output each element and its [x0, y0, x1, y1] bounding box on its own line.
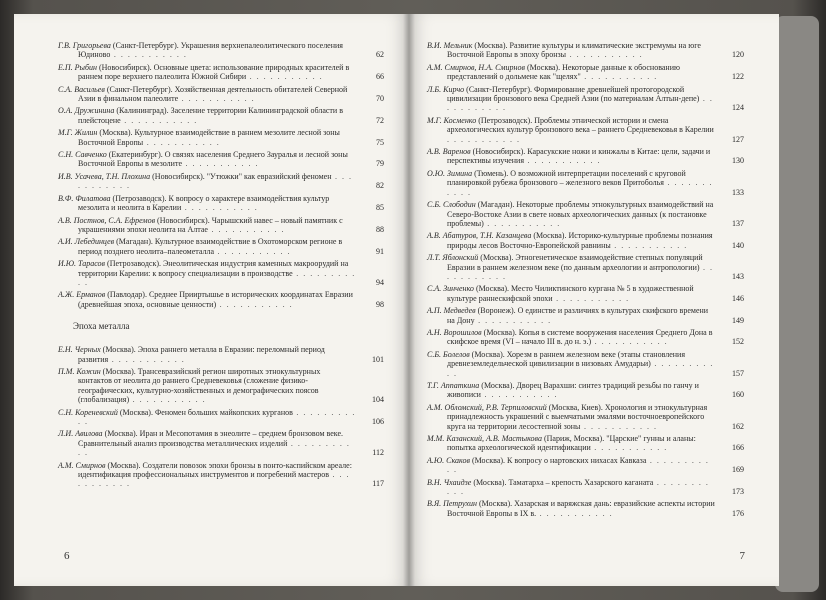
dot-leader: . . . . . . . . . . .	[216, 299, 294, 309]
dot-leader: . . . . . . . . . . .	[552, 293, 630, 303]
toc-entry	[58, 41, 384, 60]
toc-entry	[427, 200, 744, 228]
toc-entry	[58, 216, 384, 235]
entry-author: С.А. Зинченко	[427, 284, 474, 294]
section-heading: Эпоха металла	[73, 321, 130, 332]
dot-leader: . . . . . . . . . . .	[480, 390, 558, 400]
entry-title: (Москва). Иран и Месопотамия в энеолите – среднем бронзовом веке. Сравнительный анализ производства металлических изделий	[78, 429, 344, 448]
dot-leader: . . . . . . . . . . .	[178, 94, 256, 104]
dot-leader: . . . . . . . . . . .	[447, 178, 713, 197]
toc-entry	[58, 429, 384, 457]
entry-author: М.Г. Косменко	[427, 115, 477, 125]
entry-title: (Новосибирск). Основные цвета: использование природных красителей в раннем поре верхнего палеолита Южной Сибири	[78, 62, 350, 82]
dot-leader: . . . . . . . . . . .	[108, 354, 186, 364]
entry-title: (Магадан). Некоторые проблемы этнокультурных взаимодействий на Северо-Востоке Азии в свете новых археологических данных (к постановке проблемы)	[447, 200, 714, 228]
entry-page-number: 104	[372, 395, 384, 405]
entry-title: (Санкт-Петербург). Хозяйственная деятельность обитателей Северной Азии в финальном палеолите	[78, 84, 348, 104]
toc-entry	[427, 231, 744, 250]
entry-title: (Воронеж). О единстве и различиях в культурах скифского времени на Дону	[447, 306, 709, 325]
entry-page-number: 152	[732, 337, 744, 347]
entry-title: (Москва). Создатели повозок эпохи бронзы в понто-каспийском ареале: идентификация профессиональных инструментов и погребений мастеров	[78, 460, 352, 480]
toc-entry	[427, 499, 744, 518]
entry-page-number: 82	[376, 181, 384, 191]
entry-author: А.П. Медведев	[427, 306, 476, 316]
dot-leader: . . . . . . . . . . .	[447, 359, 714, 378]
entry-author: И.Ю. Тарасов	[58, 259, 106, 269]
entry-page-number: 106	[372, 417, 384, 426]
entry-page-number: 137	[732, 218, 744, 228]
entry-page-number: 62	[376, 50, 384, 60]
right-entries	[427, 41, 744, 518]
toc-entry	[58, 194, 384, 213]
toc-entry	[427, 41, 744, 60]
entry-page-number: 79	[376, 159, 384, 169]
entry-title: (Москва). Хорезм в раннем железном веке (этапы становления древнеземледельческой цивилизации в низовьях Амударьи)	[447, 349, 686, 369]
entry-author: С.Б. Слободин	[427, 200, 476, 210]
toc-entry	[427, 253, 744, 281]
entry-title: (Москва). Место Чиликтинского кургана № 5 в художественной культуре раннескифской эпохи	[447, 284, 694, 303]
dot-leader: . . . . . . . . . . .	[143, 137, 221, 147]
entry-title: (Москва). Историко-культурные проблемы познания природы лесов Восточно-Европейской равнины	[447, 231, 713, 250]
entry-author: Т.Г. Аппаткина	[427, 381, 480, 390]
toc-entry	[427, 147, 744, 166]
toc-entry	[427, 284, 744, 303]
entry-author: А.Ю. Скаков	[427, 455, 470, 465]
entry-title: (Екатеринбург). О связях населения Среднего Зауралья и лесной зоны Восточной Европы в мезолите	[78, 150, 348, 169]
entry-title: (Петрозаводск). Энеолитическая индустрия каменных макроорудий на территории Карелии: к вопросу специализации в производстве	[78, 259, 349, 278]
entry-author: М.Г. Жилин	[58, 128, 98, 138]
entry-author: А.М. Смирнов	[58, 460, 106, 470]
entry-author: М.М. Казанский, А.В. Мастыкова	[427, 434, 542, 444]
toc-entry	[58, 106, 384, 125]
entry-title: (Павлодар). Среднее Прииртышье в исторических координатах Евразии (древнейшая эпоха, основные ценности)	[78, 290, 353, 309]
toc-entry	[427, 328, 744, 347]
dot-leader: . . . . . . . . . . .	[447, 455, 710, 475]
entry-page-number: 166	[732, 443, 744, 453]
entry-author: О.Ю. Зимина	[427, 168, 473, 178]
toc-entry	[427, 169, 744, 197]
entry-title: (Санкт-Петербург). Формирование древнейшей протогородской цивилизации бронзового века Средней Азии (по материалам Алтын-депе)	[447, 84, 700, 104]
toc-entry	[58, 290, 384, 309]
entry-author: В.Ф. Филатова	[58, 193, 111, 203]
entry-author: В.Я. Петрухин	[427, 499, 478, 509]
left-page	[14, 14, 409, 586]
entry-author: Л.Т. Яблонский	[427, 253, 479, 263]
dot-leader: . . . . . . . . . . .	[483, 218, 561, 228]
dot-leader: . . . . . . . . . . .	[129, 395, 207, 405]
entry-author: А.В. Постнов, С.А. Ефремов	[58, 215, 156, 225]
entry-page-number: 173	[732, 487, 744, 497]
entry-title: (Москва). Развитие культуры и климатические экстремумы на юге Восточной Европы в эпоху бронзы	[447, 41, 701, 60]
entry-author: А.В. Варенов	[427, 147, 471, 157]
dot-leader: . . . . . . . . . . .	[610, 240, 688, 250]
dot-leader: . . . . . . . . . . .	[110, 50, 188, 60]
entry-title: (Москва). Трансевразийский регион широтных этнокультурных контактов от неолита до раннего Средневековья (сложение физико-географических, культурно-хозяйственных и демографических поясов (глобализация)	[78, 366, 321, 405]
entry-title: (Москва). Таматарха – крепость Хазарского каганата	[473, 477, 654, 487]
toc-entry	[58, 128, 384, 147]
entry-page-number: 88	[376, 224, 384, 234]
left-entries	[58, 41, 384, 309]
entry-title: (Париж, Москва). "Царские" гунны и аланы: попытка археологической идентификации	[447, 434, 696, 453]
entry-page-number: 176	[732, 508, 744, 518]
left-entries-after	[58, 345, 384, 489]
entry-page-number: 133	[732, 187, 744, 197]
entry-author: Л.И. Авилова	[58, 429, 103, 439]
entry-title: (Новосибирск). Чарышский навес – новый памятник с украшениями эпохи неолита на Алтае	[78, 215, 343, 234]
entry-author: Е.Н. Черных	[58, 345, 101, 355]
entry-author: А.И. Лебединцев	[58, 237, 115, 247]
entry-author: С.Б. Болелов	[427, 349, 470, 359]
entry-title: (Москва). Культурное взаимодействие в раннем мезолите лесной зоны Восточной Европы	[78, 128, 340, 147]
toc-entry	[427, 116, 744, 144]
entry-page-number: 101	[372, 354, 384, 364]
entry-author: И.В. Усачева, Т.Н. Плохина	[58, 171, 151, 181]
entry-author: А.Н. Ворошилов	[427, 327, 482, 337]
entry-title: (Москва). Хазарская и варяжская дань: евразийские аспекты истории Восточной Европы в IX в.	[447, 499, 715, 518]
entry-page-number: 124	[732, 103, 744, 113]
entry-title: (Москва). Дворец Варахши: синтез традиций резьбы по ганчу и живописи	[447, 381, 699, 400]
dot-leader: . . . . . . . . . . .	[120, 115, 198, 125]
entry-author: П.М. Кожин	[58, 366, 101, 376]
entry-title: (Новосибирск). Карасукские ножи и кинжалы в Китае: цели, задачи и перспективы изучения	[447, 147, 711, 166]
entry-page-number: 75	[376, 137, 384, 147]
toc-entry	[58, 461, 384, 489]
entry-title: (Магадан). Культурное взаимодействие в Охотоморском регионе в период позднего неолита–палеометалла	[78, 237, 343, 256]
dot-leader: . . . . . . . . . . .	[78, 407, 356, 426]
entry-title: (Москва). Некоторые данные к обоснованию представлений о дольмене как "щелях"	[447, 62, 680, 82]
dot-leader: . . . . . . . . . . .	[566, 50, 644, 60]
dot-leader: . . . . . . . . . . .	[447, 94, 714, 113]
entry-page-number: 112	[372, 448, 384, 458]
entry-title: (Москва). К вопросу о нартовских нихасах Кавказа	[471, 455, 647, 465]
entry-author: Л.Б. Кирчо	[427, 84, 465, 94]
toc-entry	[427, 403, 744, 431]
dot-leader: . . . . . . . . . . .	[181, 203, 259, 213]
entry-author: С.Н. Савченко	[58, 150, 107, 160]
toc-entry	[427, 434, 744, 453]
left-toc	[58, 41, 384, 492]
dot-leader: . . . . . . . . . . .	[78, 268, 356, 287]
toc-entry	[58, 172, 384, 191]
entry-page-number: 91	[376, 246, 384, 256]
entry-title: (Москва). Феномен больших майкопских курганов	[119, 407, 293, 417]
entry-page-number: 130	[732, 156, 744, 166]
entry-author: Е.П. Рыбин	[58, 62, 97, 72]
entry-page-number: 98	[376, 299, 384, 309]
entry-author: Г.В. Григорьева	[58, 41, 111, 50]
dot-leader: . . . . . . . . . . .	[447, 262, 714, 281]
entry-page-number: 70	[376, 94, 384, 104]
dot-leader: . . . . . . . . . . .	[591, 337, 669, 347]
entry-author: С.А. Васильев	[58, 84, 105, 94]
dot-leader: . . . . . . . . . . .	[78, 171, 353, 191]
right-toc	[427, 41, 744, 521]
entry-page-number: 66	[376, 72, 384, 82]
toc-entry	[427, 456, 744, 475]
dot-leader: . . . . . . . . . . .	[524, 156, 602, 166]
toc-entry	[427, 478, 744, 497]
toc-entry	[58, 85, 384, 104]
toc-entry	[427, 381, 744, 400]
toc-entry	[58, 150, 384, 169]
entry-page-number: 169	[732, 465, 744, 475]
toc-entry	[427, 85, 744, 113]
dot-leader: . . . . . . . . . . .	[182, 159, 259, 169]
entry-title: (Тюмень). О возможной интерпретации поселений с круговой планировкой рубежа бронзового – железного веков Притоболья	[447, 168, 686, 188]
entry-page-number: 162	[732, 421, 744, 431]
entry-title: (Петрозаводск). К вопросу о характере взаимодействия культур мезолита и неолита в Карелии	[78, 193, 330, 213]
entry-page-number: 122	[732, 72, 744, 82]
toc-entry	[427, 63, 744, 82]
entry-page-number: 140	[732, 240, 744, 250]
entry-author: В.И. Мельник	[427, 41, 473, 50]
entry-page-number: 160	[732, 390, 744, 400]
entry-page-number: 146	[732, 293, 744, 303]
entry-title: (Новосибирск). "Утюжки" как евразийский феномен	[152, 171, 332, 181]
dot-leader: . . . . . . . . . . .	[214, 246, 292, 256]
toc-entry	[58, 367, 384, 405]
entry-author: О.А. Дружинина	[58, 106, 115, 116]
entry-title: (Калининград). Заселение территории Калининградской области в плейстоцене	[78, 106, 343, 125]
entry-title: (Санкт-Петербург). Украшения верхнепалеолитического поселения Юдиново	[78, 41, 343, 60]
entry-page-number: 127	[732, 134, 744, 144]
entry-author: С.Н. Кореневский	[58, 407, 118, 417]
page-number-left: 6	[64, 550, 70, 562]
toc-entry	[58, 408, 384, 427]
entry-page-number: 72	[376, 115, 384, 125]
dot-leader: . . . . . . . . . . .	[474, 315, 552, 325]
toc-entry	[58, 345, 384, 364]
toc-entry	[58, 259, 384, 287]
entry-page-number: 157	[732, 368, 744, 378]
page-number-right: 7	[739, 550, 745, 562]
dot-leader: . . . . . . . . . . .	[580, 72, 658, 82]
entry-page-number: 94	[376, 277, 384, 287]
right-page	[409, 14, 779, 586]
dot-leader: . . . . . . . . . . .	[78, 470, 351, 489]
entry-title: (Москва). Этногенетическое взаимодействие степных популяций Евразии в раннем железном веке (по данным археологии и антропологии)	[447, 253, 703, 272]
entry-title: (Москва, Киев). Хронология и этнокультурная принадлежность украшений с выемчатыми эмалями восточноевропейского круга на территории лесостепной зоны	[447, 402, 708, 431]
dot-leader: . . . . . . . . . . .	[447, 477, 710, 497]
toc-entry	[58, 237, 384, 256]
toc-entry	[427, 306, 744, 325]
entry-title: (Москва). Эпоха раннего металла в Евразии: переломный период развития	[78, 345, 325, 364]
entry-page-number: 117	[372, 479, 384, 489]
bookmark-tab	[775, 16, 819, 592]
entry-page-number: 143	[732, 271, 744, 281]
entry-author: В.Н. Чхаидзе	[427, 477, 472, 487]
toc-entry	[427, 350, 744, 378]
dot-leader: . . . . . . . . . . .	[590, 443, 668, 453]
entry-title: (Петрозаводск). Проблемы этнической истории и смена археологических культур бронзового века – раннего Средневековья в Карелии	[447, 115, 714, 135]
entry-page-number: 85	[376, 203, 384, 213]
toc-entry	[58, 63, 384, 82]
entry-page-number: 149	[732, 315, 744, 325]
dot-leader: . . . . . . . . . . .	[246, 72, 324, 82]
dot-leader: . . . . . . . . . . .	[447, 134, 521, 144]
dot-leader: . . . . . . . . . . .	[536, 508, 614, 518]
entry-page-number: 120	[732, 50, 744, 60]
dot-leader: . . . . . . . . . . .	[580, 421, 658, 431]
entry-title: (Москва). Копья в системе вооружения населения Среднего Дона в скифское время (VI – начало III в. до н. э.)	[447, 327, 713, 347]
entry-author: А.М. Обломский, Р.В. Терпиловский	[427, 402, 547, 412]
entry-author: А.М. Смирнов, Н.А. Смирнов	[427, 62, 525, 72]
dot-leader: . . . . . . . . . . .	[207, 224, 285, 234]
entry-author: А.Ж. Ерманов	[58, 290, 106, 300]
entry-author: А.В. Абатуров, Т.Н. Казанцева	[427, 231, 532, 241]
dot-leader: . . . . . . . . . . .	[78, 438, 351, 458]
